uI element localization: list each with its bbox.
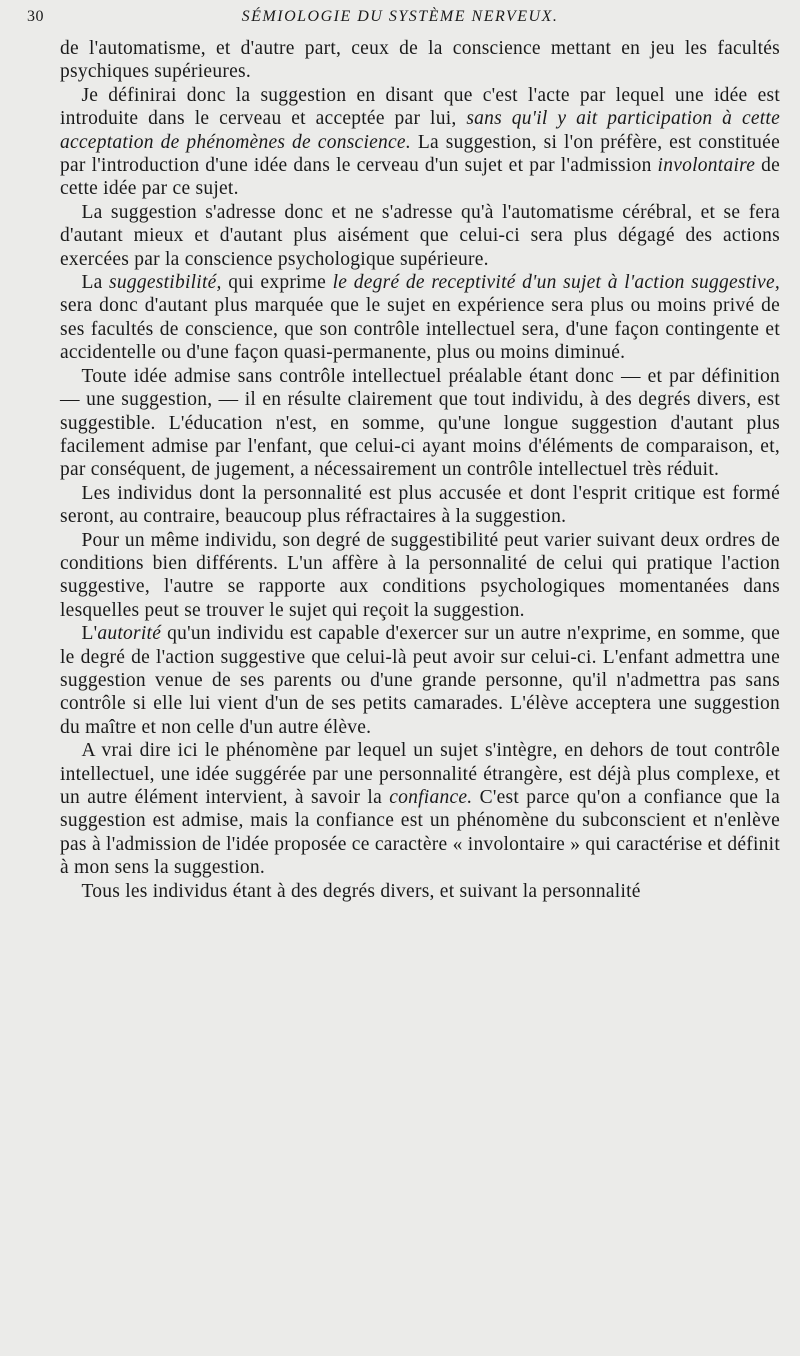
text-run: qu'un individu est capable d'exercer sur un autre n'exprime, en somme, que le degré de l'action suggestive que celui-là peut avoir sur celui-ci. L'enfant admettra une suggestion venue de ses parents ou d'une grande personne, qu'il n'admettra pas sans contrôle si elle lui vient d'un de ses petits camarades. L'élève acceptera une suggestion du maître et non celle d'un autre élève. (60, 623, 780, 738)
italic-run: autorité (97, 623, 162, 645)
text-run: Tous les individus étant à des degrés divers, et suivant la personnalité (81, 880, 641, 902)
text-run: A vrai dire ici le phénomène par lequel un sujet s'intègre, en dehors de tout contrôle intellectuel, une idée suggérée par une personnalité étrangère, est déjà plus complexe, et un autre élément intervient, à savoir la (60, 740, 780, 808)
italic-run: sans qu'il y ait participation à cette acceptation de phénomènes de conscience. (60, 108, 781, 153)
italic-run: suggestibilité, (109, 272, 222, 294)
text-run: Toute idée admise sans contrôle intellectuel préalable étant donc — et par définition — une suggestion, — il en résulte clairement que tout individu, à des degrés divers, est suggestible. L'éducation n'est, en somme, qu'une longue suggestion d'autant plus facilement admise par l'enfant, que celui-ci ayant moins d'éléments de comparaison, et, par conséquent, de jugement, a nécessairement un contrôle intellectuel très réduit. (60, 365, 780, 481)
text-run: C'est parce qu'on a confiance que la suggestion est admise, mais la confiance est un phénomène du subconscient et n'enlève pas à l'admission de l'idée proposée ce caractère « involontaire » qui caractérise et définit à mon sens la suggestion. (60, 787, 780, 879)
paragraph (60, 271, 780, 365)
italic-run: le degré de receptivité d'un sujet à l'action suggestive, (332, 272, 780, 294)
paragraph (60, 201, 780, 271)
text-run: Je définirai donc la suggestion en disant que c'est l'acte par lequel une idée est introduite dans le cerveau et acceptée par lui, (60, 84, 780, 130)
paragraph (60, 37, 780, 84)
paragraph (60, 529, 780, 623)
text-run: Les individus dont la personnalité est plus accusée et dont l'esprit critique est formé seront, au contraire, beaucoup plus réfractaires à la suggestion. (60, 482, 780, 528)
text-run: sera donc d'autant plus marquée que le sujet en expérience sera plus ou moins privé de ses facultés de conscience, que son contrôle intellectuel sera, d'une façon contingente et accidentelle ou d'une façon quasi-permanente, plus ou moins diminué. (60, 295, 780, 364)
text-run: de l'automatisme, et d'autre part, ceux de la conscience mettant en jeu les facultés psychiques supérieures. (60, 38, 780, 83)
text-run: La (81, 272, 110, 294)
paragraph (60, 880, 780, 903)
text-run: L' (81, 623, 98, 645)
paragraph (60, 482, 780, 529)
paragraph (60, 84, 780, 201)
text-run: La suggestion s'adresse donc et ne s'adresse qu'à l'automatisme cérébral, et se fera d'autant mieux et d'autant plus aisément que celui-ci sera plus dégagé des actions exercées par la conscience psychologique supérieure. (60, 201, 780, 270)
text-run: de cette idée par ce sujet. (60, 155, 781, 200)
text-run: qui exprime (221, 272, 333, 294)
body-text (60, 37, 780, 903)
text-run: La suggestion, si l'on préfère, est constituée par l'introduction d'une idée dans le cerveau d'un sujet et par l'admission (60, 131, 780, 177)
text-run: Pour un même individu, son degré de suggestibilité peut varier suivant deux ordres de conditions bien différents. L'un affère à la personnalité de celui qui pratique l'action suggestive, l'autre se rapporte aux conditions psychologiques momentanées dans lesquelles peut se trouver le sujet qui reçoit la suggestion. (60, 529, 780, 621)
paragraph (60, 365, 780, 482)
page-header (0, 6, 800, 28)
paragraph (60, 739, 780, 879)
page-number: 30 (27, 8, 44, 25)
italic-run: involontaire (657, 155, 756, 177)
running-title: SÉMIOLOGIE DU SYSTÈME NERVEUX. (241, 8, 559, 25)
italic-run: confiance. (389, 787, 473, 808)
paragraph (60, 622, 780, 739)
